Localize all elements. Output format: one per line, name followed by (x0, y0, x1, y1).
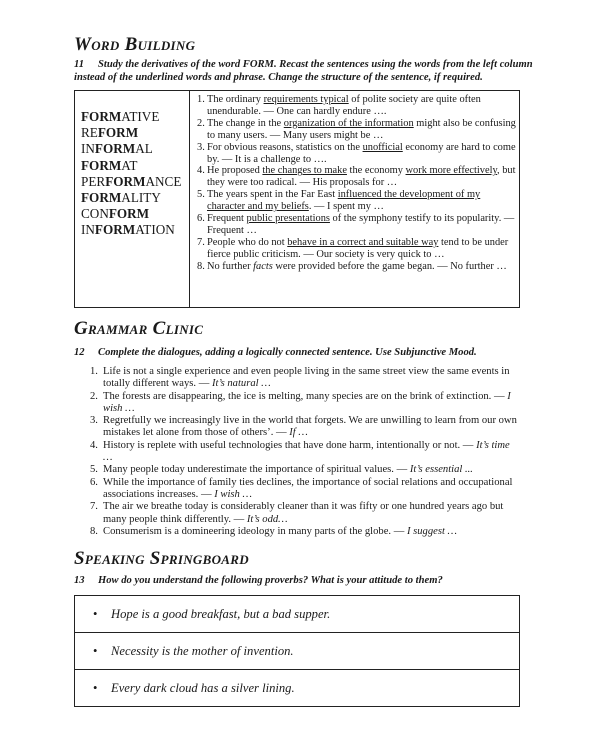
derivative-word: FORMALITY (81, 190, 161, 206)
task-13-text: How do you understand the following proverbs? What is your attitude to them? (98, 575, 443, 586)
derivative-word: CONFORM (81, 206, 150, 222)
bullet-icon: • (93, 681, 98, 695)
list-item: 2. The forests are disappearing, the ice is melting, many species are on the brink of extinction. — I wish … (90, 390, 511, 414)
task-12-number: 12 (74, 347, 85, 358)
list-item: 8. Consumerism is a domineering ideology in many parts of the globe. — I suggest … (90, 525, 457, 537)
list-item: 7. The air we breathe today is considerably cleaner than it was fifty or one hundred years ago but many people think differently. — It’s odd… (90, 501, 504, 525)
task-13-number: 13 (74, 575, 85, 586)
derivative-word: FORMATIVE (81, 109, 160, 124)
task-11-number: 11 (74, 59, 85, 70)
list-item: 5. Many people today underestimate the importance of spiritual values. — It’s essential ... (90, 464, 473, 476)
list-item: 1. The ordinary requirements typical of polite society are quite often unendurable. — One can hardly endure …. (197, 94, 481, 117)
bullet-icon: • (93, 606, 98, 621)
proverb-text: Necessity is the mother of invention. (111, 643, 294, 658)
derivatives-column (81, 109, 181, 239)
list-item: 5. The years spent in the Far East influenced the development of my character and my beliefs. — I spent my … (197, 189, 481, 213)
task-13 (74, 574, 534, 587)
proverb-text: Hope is a good breakfast, but a bad supper. (111, 606, 331, 621)
sentences-list (197, 94, 517, 273)
word-building-table (74, 90, 520, 308)
list-item: 2. The change in the organization of the information might also be confusing to many users. — Many users might be … (197, 117, 516, 141)
task-12-text: Complete the dialogues, adding a logically connected sentence. Use Subjunctive Mood. (98, 347, 477, 358)
derivative-word: INFORMAL (81, 141, 153, 157)
list-item: 6. Frequent public presentations of the symphony testify to its popularity. — Frequent … (197, 213, 515, 236)
task-11-text: Study the derivatives of the word FORM. Recast the sentences using the words from the left column instead of the underlined words and phrase. Change the structure of the sentence, if required. (74, 59, 533, 83)
list-item: 8. No further facts were provided before the game began. — No further … (197, 260, 507, 272)
list-item: 1. Life is not a single experience and even people living in the same street view the same events in totally different ways. — It’s natural … (90, 366, 510, 390)
proverb-row (75, 670, 519, 707)
derivative-word: PERFORMANCE (81, 173, 182, 189)
list-item: 3. Regretfully we increasingly live in the world that forgets. We are unwilling to learn from our own mistakes let alone from those of others’. — If … (90, 415, 517, 439)
speaking-springboard-title: Speaking Springboard (74, 548, 249, 569)
grammar-clinic-title: Grammar Clinic (74, 318, 204, 339)
task-11 (74, 58, 534, 84)
list-item: 3. For obvious reasons, statistics on the unofficial economy are hard to come by. — It is a challenge to …. (197, 141, 516, 165)
proverb-row (75, 633, 519, 670)
table-divider (189, 91, 190, 307)
dialogues-list (90, 366, 520, 538)
list-item: 4. He proposed the changes to make the economy work more effectively, but they were too radical. — His proposals for … (197, 165, 516, 189)
derivative-word: REFORM (81, 125, 139, 141)
proverb-text: Every dark cloud has a silver lining. (111, 681, 295, 695)
list-item: 7. People who do not behave in a correct and suitable way tend to be under fierce public criticism. — Our society is very quick to … (197, 236, 509, 260)
word-building-title: Word Building (74, 34, 196, 55)
list-item: 6. While the importance of family ties declines, the importance of social relations and occupational associations increases. — I wish … (90, 476, 513, 500)
task-12 (74, 346, 534, 359)
proverb-row (75, 596, 519, 633)
bullet-icon: • (93, 643, 98, 658)
derivative-word: INFORMATION (81, 222, 175, 238)
list-item: 4. History is replete with useful technologies that have done harm, intentionally or not. — It’s time … (90, 439, 510, 464)
derivative-word: FORMAT (81, 157, 138, 173)
proverbs-box (74, 595, 520, 707)
